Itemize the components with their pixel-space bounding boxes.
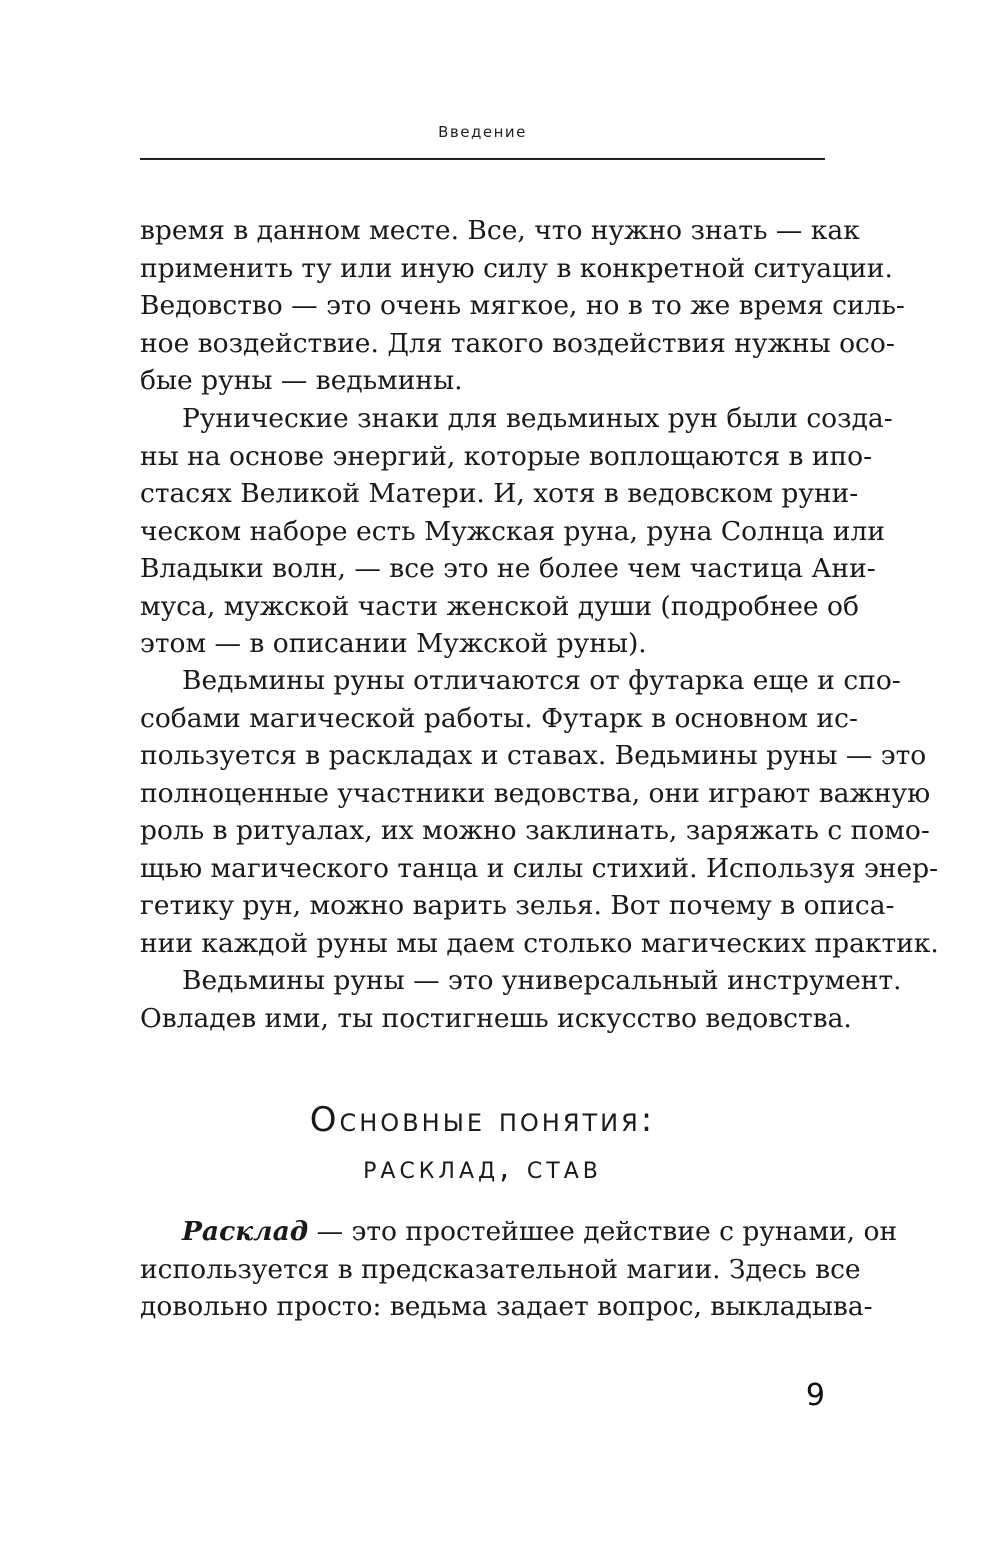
text-line: гетику рун, можно варить зелья. Вот почему в описа- — [140, 890, 895, 921]
text-line: нии каждой руны мы даем столько магических практик. — [140, 927, 939, 959]
definition-paragraph — [140, 1213, 898, 1326]
page-number: 9 — [805, 1378, 825, 1413]
text-line — [140, 1213, 898, 1251]
text-line: Рунические знаки для ведьминых рун были созда- — [182, 403, 893, 434]
section-heading-line-2: расклад, став — [363, 1150, 602, 1186]
text-line: стасях Великой Матери. И, хотя в ведовском руни- — [140, 478, 859, 509]
text-line: ческом наборе есть Мужская руна, руна Солнца или — [140, 515, 885, 547]
text-line: Ведовство — это очень мягкое, но в то же время силь- — [140, 290, 905, 321]
defined-term: Расклад — [182, 1216, 309, 1247]
text-line: собами магической работы. Футарк в основном ис- — [140, 702, 858, 734]
text-line: ны на основе энергий, которые воплощаются в ипо- — [140, 440, 873, 472]
paragraph-2 — [140, 400, 893, 663]
paragraph-1 — [140, 212, 905, 400]
text-line: бые руны — ведьмины. — [140, 365, 463, 396]
text-line: довольно просто: ведьма задает вопрос, выкладыва- — [140, 1291, 873, 1322]
text-line: Ведьмины руны — это универсальный инструмент. — [182, 965, 902, 996]
text-line: щью магического танца и силы стихий. Используя энер- — [140, 852, 939, 884]
header-rule — [140, 158, 825, 160]
definition-text: — это простейшее действие с рунами, он — [308, 1216, 898, 1247]
text-line: этом — в описании Мужской руны). — [140, 628, 647, 659]
text-line: муса, мужской части женской души (подробнее об — [140, 590, 859, 622]
text-line: Ведьмины руны отличаются от футарка еще и спо- — [182, 665, 901, 696]
paragraph-4 — [140, 962, 902, 1037]
text-line: применить ту или иную силу в конкретной ситуации. — [140, 252, 893, 284]
text-line: пользуется в раскладах и ставах. Ведьмины руны — это — [140, 740, 927, 771]
text-line: Овладев ими, ты постигнешь искусство ведовства. — [140, 1002, 852, 1034]
text-line: полноценные участники ведовства, они играют важную — [140, 777, 931, 809]
text-line: ное воздействие. Для такого воздействия нужны осо- — [140, 327, 895, 359]
running-head: Введение — [438, 123, 527, 141]
text-line: Владыки волн, — все это не более чем частица Ани- — [140, 553, 876, 584]
paragraph-3 — [140, 662, 939, 962]
text-line: время в данном месте. Все, что нужно знать — как — [140, 215, 860, 246]
text-line: используется в предсказательной магии. Здесь все — [140, 1253, 861, 1285]
text-line: роль в ритуалах, их можно заклинать, заряжать с помо- — [140, 815, 930, 846]
section-heading-line-1: Основные понятия: — [309, 1100, 656, 1140]
